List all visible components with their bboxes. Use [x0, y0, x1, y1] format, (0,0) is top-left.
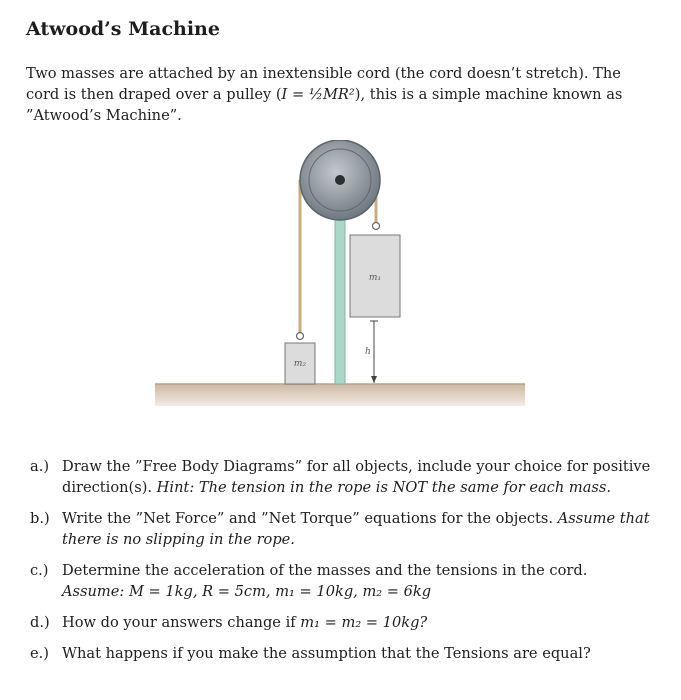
question-b — [30, 508, 660, 550]
question-math: m₁ = m₂ = 10kg? — [300, 614, 428, 631]
intro-paragraph — [26, 63, 646, 126]
question-assumption: Assume: M = 1kg, R = 5cm, m₁ = 10kg, m₂ = 6kg — [62, 583, 432, 600]
question-text: What happens if you make the assumption that the Tensions are equal? — [62, 645, 591, 662]
question-text: Determine the acceleration of the masses and the tensions in the cord. — [62, 562, 588, 579]
question-text: How do your answers change if — [62, 614, 296, 631]
question-d — [30, 612, 660, 633]
question-text: Draw the ”Free Body Diagrams” for all objects, include your choice for positive direction(s). — [62, 458, 651, 496]
question-a — [30, 456, 660, 498]
atwood-machine-illustration — [150, 140, 530, 410]
support-stand — [335, 212, 345, 384]
question-assumption: Assume that there is no slipping in the rope. — [62, 510, 650, 548]
question-label: b.) — [30, 510, 50, 527]
question-label: e.) — [30, 645, 49, 662]
question-label: a.) — [30, 458, 50, 475]
height-label: h — [365, 347, 371, 357]
question-label: c.) — [30, 562, 49, 579]
intro-text-2: ), this is a simple machine known as ”Atwood’s Machine”. — [26, 86, 623, 124]
page-title: Atwood’s Machine — [26, 18, 220, 40]
question-c — [30, 560, 660, 602]
question-e — [30, 643, 660, 664]
floor — [155, 384, 525, 406]
mass-m1-label: m₁ — [368, 273, 382, 283]
question-list — [30, 456, 660, 674]
atwood-machine-figure — [150, 140, 530, 410]
question-label: d.) — [30, 614, 50, 631]
question-hint: Hint: The tension in the rope is NOT the same for each mass. — [156, 479, 612, 496]
question-text: Write the ”Net Force” and ”Net Torque” equations for the objects. — [62, 510, 554, 527]
moment-of-inertia-formula: I = ½MR² — [281, 86, 355, 103]
intro-text-1: Two masses are attached by an inextensible cord (the cord doesn’t stretch). The cord is then draped over a pulley ( — [26, 65, 621, 103]
mass-m2-label: m₂ — [293, 359, 307, 369]
